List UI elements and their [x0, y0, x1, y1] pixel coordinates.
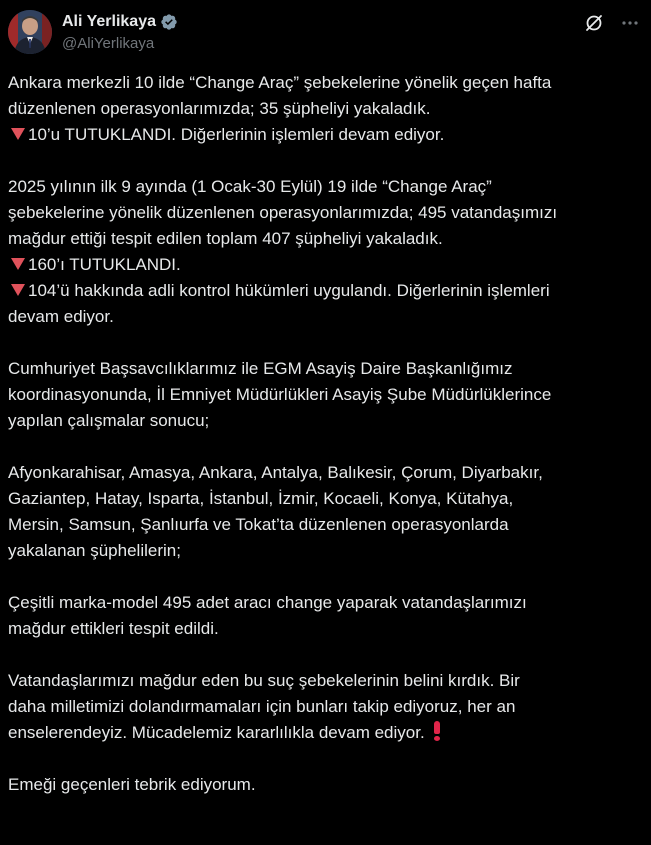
text-line: yapılan çalışmalar sonucu; — [8, 411, 210, 430]
text-line: Afyonkarahisar, Amasya, Ankara, Antalya, Balıkesir, Çorum, Diyarbakır, — [8, 463, 543, 482]
text-line: mağdur ettiği tespit edilen toplam 407 şüpheliyi yakaladık. — [8, 229, 443, 248]
post-text — [8, 70, 644, 798]
text-line: 2025 yılının ilk 9 ayında (1 Ocak-30 Eylül) 19 ilde “Change Araç” — [8, 177, 492, 196]
text-line: düzenlenen operasyonlarımızda; 35 şüpheliyi yakaladık. — [8, 99, 431, 118]
text-line: Vatandaşlarımızı mağdur eden bu suç şebekelerinin belini kırdık. Bir — [8, 671, 520, 690]
verified-badge-icon — [160, 13, 178, 31]
paragraph-1 — [8, 70, 644, 148]
grok-icon[interactable] — [583, 12, 605, 34]
text-line: devam ediyor. — [8, 307, 114, 326]
text-line: Gaziantep, Hatay, Isparta, İstanbul, İzmir, Kocaeli, Konya, Kütahya, — [8, 489, 514, 508]
post-header — [8, 8, 643, 58]
red-triangle-icon — [11, 128, 25, 140]
red-triangle-icon — [11, 284, 25, 296]
text-line: Mersin, Samsun, Şanlıurfa ve Tokat’ta düzenlenen operasyonlarda — [8, 515, 509, 534]
text-line: Cumhuriyet Başsavcılıklarımız ile EGM Asayiş Daire Başkanlığımız — [8, 359, 513, 378]
text-line-with-marker: 160’ı TUTUKLANDI. — [8, 252, 644, 278]
paragraph-6 — [8, 668, 644, 746]
text-line: Çeşitli marka-model 495 adet aracı change yaparak vatandaşlarımızı — [8, 593, 527, 612]
text-line: koordinasyonunda, İl Emniyet Müdürlükleri Asayiş Şube Müdürlüklerince — [8, 385, 552, 404]
text-line: daha milletimizi dolandırmamaları için bunları takip ediyoruz, her an — [8, 697, 516, 716]
paragraph-7 — [8, 772, 644, 798]
text-line-with-marker: enselerendeyiz. Mücadelemiz kararlılıkla devam ediyor. — [8, 720, 644, 746]
paragraph-2 — [8, 174, 644, 330]
avatar-image — [8, 10, 52, 54]
text-line: yakalanan şüphelilerin; — [8, 541, 181, 560]
author-name[interactable]: Ali Yerlikaya — [62, 13, 156, 30]
red-triangle-icon — [11, 258, 25, 270]
red-exclamation-icon — [433, 721, 441, 741]
paragraph-5 — [8, 590, 644, 642]
text-line-with-marker: 104’ü hakkında adli kontrol hükümleri uygulandı. Diğerlerinin işlemleri — [8, 278, 644, 304]
paragraph-4 — [8, 460, 644, 564]
text-line: mağdur ettikleri tespit edildi. — [8, 619, 219, 638]
text-line-with-marker: 10’u TUTUKLANDI. Diğerlerinin işlemleri devam ediyor. — [8, 122, 644, 148]
text-line: şebekelerine yönelik düzenlenen operasyonlarımızda; 495 vatandaşımızı — [8, 203, 558, 222]
avatar[interactable] — [8, 10, 52, 54]
paragraph-3 — [8, 356, 644, 434]
author-handle[interactable]: @AliYerlikaya — [62, 35, 155, 52]
text-line: Emeği geçenleri tebrik ediyorum. — [8, 775, 256, 794]
more-icon[interactable] — [619, 12, 641, 34]
text-line: Ankara merkezli 10 ilde “Change Araç” şebekelerine yönelik geçen hafta — [8, 73, 552, 92]
